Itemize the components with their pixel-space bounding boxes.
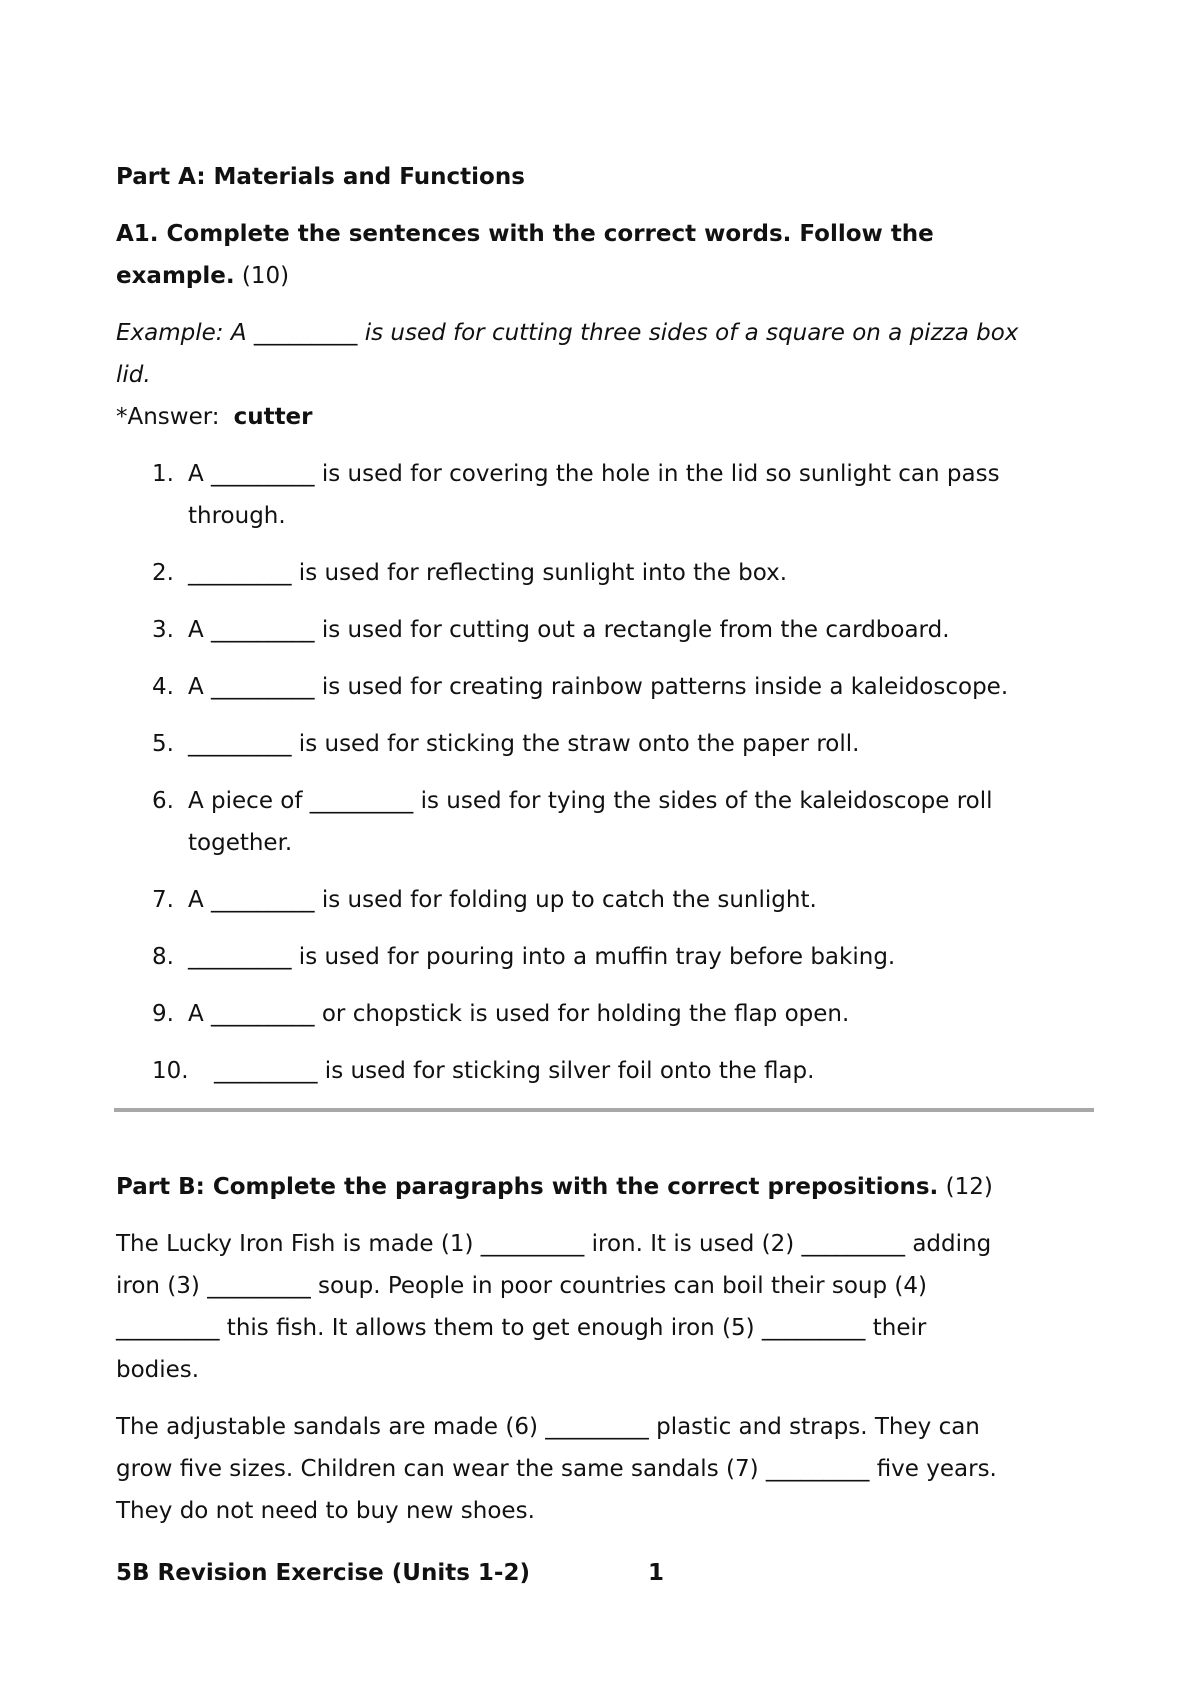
item-number: 7. — [152, 887, 174, 913]
item-number: 4. — [152, 674, 174, 700]
a1-instruction-line2 — [116, 261, 289, 291]
item-number: 6. — [152, 788, 174, 814]
answer-word: cutter — [233, 404, 313, 430]
item-text: A _________ or chopstick is used for holding the flap open. — [188, 1001, 850, 1027]
item-number: 10. — [152, 1058, 189, 1084]
part-a-heading: Part A: Materials and Functions — [116, 164, 525, 190]
item-text: _________ is used for sticking the straw onto the paper roll. — [188, 731, 860, 757]
item-number: 2. — [152, 560, 174, 586]
item-text: through. — [188, 503, 286, 529]
item-text: together. — [188, 830, 293, 856]
a1-instruction-example-word: example. — [116, 263, 235, 289]
paragraph-line: bodies. — [116, 1357, 200, 1383]
item-number: 1. — [152, 461, 174, 487]
item-number: 8. — [152, 944, 174, 970]
paragraph-line: _________ this fish. It allows them to get enough iron (5) _________ their — [116, 1315, 927, 1341]
footer-title: 5B Revision Exercise (Units 1-2) — [116, 1560, 530, 1586]
item-text: _________ is used for reflecting sunlight into the box. — [188, 560, 788, 586]
item-text: _________ is used for pouring into a muffin tray before baking. — [188, 944, 896, 970]
paragraph-line: They do not need to buy new shoes. — [116, 1498, 535, 1524]
item-number: 5. — [152, 731, 174, 757]
paragraph-line: The adjustable sandals are made (6) _________ plastic and straps. They can — [116, 1414, 980, 1440]
footer — [116, 1558, 530, 1588]
item-text: _________ is used for sticking silver foil onto the flap. — [214, 1058, 815, 1084]
paragraph-line: iron (3) _________ soup. People in poor countries can boil their soup (4) — [116, 1273, 927, 1299]
a1-marks: (10) — [234, 263, 290, 289]
item-text: A _________ is used for covering the hole in the lid so sunlight can pass — [188, 461, 1000, 487]
example-line1: Example: A _________ is used for cutting three sides of a square on a pizza box — [116, 320, 1019, 346]
example-line2: lid. — [116, 362, 151, 388]
item-text: A _________ is used for cutting out a rectangle from the cardboard. — [188, 617, 950, 643]
item-text: A piece of _________ is used for tying the sides of the kaleidoscope roll — [188, 788, 993, 814]
item-text: A _________ is used for creating rainbow patterns inside a kaleidoscope. — [188, 674, 1009, 700]
answer-label: *Answer: — [116, 404, 220, 430]
item-text: A _________ is used for folding up to catch the sunlight. — [188, 887, 817, 913]
item-number: 9. — [152, 1001, 174, 1027]
part-b-heading — [116, 1172, 993, 1202]
part-b-heading-text: Part B: Complete the paragraphs with the correct prepositions. — [116, 1174, 939, 1200]
part-b-marks: (12) — [938, 1174, 993, 1200]
example-answer — [116, 402, 313, 432]
footer-page-number: 1 — [648, 1560, 665, 1586]
section-divider — [114, 1108, 1094, 1112]
paragraph-line: The Lucky Iron Fish is made (1) _________ iron. It is used (2) _________ adding — [116, 1231, 992, 1257]
a1-instruction-line1: A1. Complete the sentences with the correct words. Follow the — [116, 221, 934, 247]
paragraph-line: grow five sizes. Children can wear the same sandals (7) _________ five years. — [116, 1456, 997, 1482]
item-number: 3. — [152, 617, 174, 643]
